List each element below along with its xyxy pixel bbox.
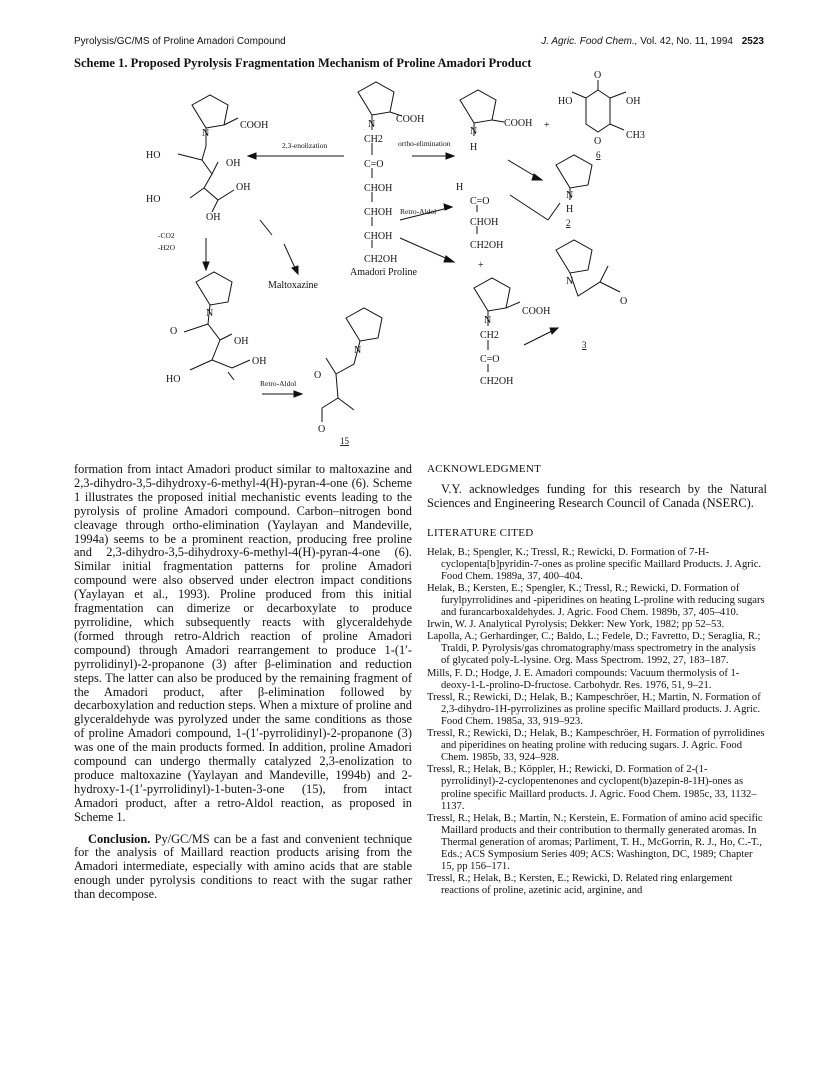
enolization-label: 2,3-enolization <box>282 141 328 150</box>
acknowledgment-heading: ACKNOWLEDGMENT <box>427 463 542 475</box>
reference-item: Mills, F. D.; Hodge, J. E. Amadori compounds: Vacuum thermolysis of 1-deoxy-1-L-prolino-D-fructose. Carbohydr. Res. 1976, 51, 9–21. <box>427 667 740 691</box>
retro-aldol-label-2: Retro-Aldol <box>260 379 297 388</box>
reference-item: Tressl, R.; Helak, B.; Martin, N.; Kerstein, E. Formation of amino acid specific Maillard products and their contribution to thermally generated aromas. In Thermal generation of aromas; Parliment, T. H., McGorrin, R. J., Ho, C.-T., Eds.; ACS Symposium Series 409; ACS: Washington, DC, 1989; Chapter 15, pp 156–171. <box>427 812 763 873</box>
left-column <box>74 463 412 902</box>
right-column <box>427 463 767 897</box>
scheme-title: Scheme 1. Proposed Pyrolysis Fragmentation Mechanism of Proline Amadori Product <box>74 56 532 70</box>
amadori-proline-label: Amadori Proline <box>350 267 417 278</box>
cooh-label-amadori: COOH <box>396 114 425 125</box>
n-label-fragment: N <box>484 315 492 326</box>
oh-label-maltox-1: OH <box>234 336 249 347</box>
reference-list <box>427 547 767 898</box>
c-eq-o-label-amadori: C=O <box>364 159 384 170</box>
minus-co2-label: -CO2 <box>158 231 175 240</box>
o-label-15a: O <box>314 370 322 381</box>
ch2oh-label-fragment: CH2OH <box>480 376 514 387</box>
n-label-15: N <box>354 345 362 356</box>
choh-label-3: CHOH <box>364 231 393 242</box>
reference-item: Tressl, R.; Helak, B.; Kersten, E.; Rewicki, D. Related ring enlargement reactions of proline, azetinic acid, arginine, and <box>427 873 733 897</box>
n-label-a: N <box>202 128 210 139</box>
o-label-15b: O <box>318 424 326 435</box>
o-label-pyranone: O <box>594 70 602 81</box>
reference-item: Lapolla, A.; Gerhardinger, C.; Baldo, L.; Fedele, D.; Favretto, D.; Seraglia, R.; Traldi, P. Pyrolysis/gas chromatography/mass spectrometry in the analysis of glycated poly-L-lysine. Org. Mass Spectrom. 1992, 27, 183–187. <box>427 631 761 667</box>
plus-sign-1: + <box>544 120 550 131</box>
header-citation <box>541 36 764 47</box>
header-title: Pyrolysis/GC/MS of Proline Amadori Compound <box>74 36 286 47</box>
choh-label-1: CHOH <box>364 183 393 194</box>
cooh-label-a: COOH <box>240 120 269 131</box>
ch2oh-label-amadori: CH2OH <box>364 254 398 265</box>
oh-label-maltox-2: OH <box>252 356 267 367</box>
ho-label-maltox: HO <box>166 374 181 385</box>
choh-label-2: CHOH <box>364 207 393 218</box>
n-label-maltox: N <box>206 308 214 319</box>
ho-label-pyranone: HO <box>558 96 573 107</box>
running-header <box>74 36 764 52</box>
scheme-diagram <box>100 70 740 450</box>
choh-label-glyceraldehyde: CHOH <box>470 217 499 228</box>
ch2-label-amadori: CH2 <box>364 134 383 145</box>
ho-label-a1: HO <box>146 150 161 161</box>
maltoxazine-label: Maltoxazine <box>268 280 318 291</box>
oh-label-a2: OH <box>236 182 251 193</box>
literature-heading: LITERATURE CITED <box>427 526 534 539</box>
reference-item: Helak, B.; Spengler, K.; Tressl, R.; Rewicki, D. Formation of 7-H-cyclopenta[b]pyridin-7-ones as proline specific Maillard Products. J. Agric. Food Chem. 1989a, 37, 400–404. <box>427 546 762 582</box>
h-label-proline: H <box>470 142 478 153</box>
h-label-2: H <box>566 204 574 215</box>
header-journal: J. Agric. Food Chem., <box>541 36 638 47</box>
header-volume: Vol. 42, No. 11, 1994 <box>640 36 733 47</box>
oh-label-a1: OH <box>226 158 241 169</box>
ortho-elimination-label: ortho-elimination <box>398 139 451 148</box>
compound-2-label: 2 <box>566 218 571 228</box>
reference-item: Tressl, R.; Rewicki, D.; Helak, B.; Kampeschröer, H.; Martin, N. Formation of 2,3-dihydro-1H-pyrrolizines as proline specific Maillard products. J. Agric. Food Chem. 1985a, 33, 919–923. <box>427 691 761 727</box>
left-paragraph: formation from intact Amadori product similar to maltoxazine and 2,3-dihydro-3,5-dihydroxy-6-methyl-4(H)-pyran-4-one (6). Scheme 1 illustrates the proposed initial mechanistic events leading to the pyrolysis of proline Amadori compound. Carbon–nitrogen bond cleavage through ortho-elimination (Yaylayan and Mandeville, 1994a) seems to be a prominent reaction, producing free proline and 2,3-dihydro-3,5-dihydroxy-6-methyl-4(H)-pyran-4-one (6). Similar initial fragmentation patterns for proline Amadori compound were also observed under electron impact conditions (Yaylayan et al., 1993). Proline produced from this initial fragmentation can dimerize or decarboxylate to produce pyrrolidine, which subsequently reacts with glyceraldehyde (formed through retro-Aldrich reaction of proline Amadori compound) through Amadori rearrangement to produce 1-(1′-pyrrolidinyl)-2-propanone (3) after β-elimination and reduction steps. The latter can also be produced by the remaining fragment of the Amadori product, after β-elimination followed by decarboxylation and reduction steps. When a mixture of proline and glyceraldehyde was pyrolyzed under the same conditions as those of proline Amadori compound, 1-(1′-pyrrolidinyl)-2-propanone (3) was one of the main products formed. In addition, proline Amadori compound can undergo thermally catalyzed 2,3-enolization to produce maltoxazine (Yaylayan and Mandeville, 1994b) and 2-hydroxy-1-(1′-pyrrolidinyl)-1-buten-3-one (15), from intact Amadori product, after a retro-Aldol reaction, as proposed in Scheme 1. <box>74 462 412 824</box>
reference-item: Tressl, R.; Rewicki, D.; Helak, B.; Kampeschröer, H. Formation of pyrrolidines and piperidines on heating proline with reducing sugars. J. Agric. Food Chem. 1985b, 33, 924–928. <box>427 728 765 764</box>
o-ring-label-pyranone: O <box>594 136 602 147</box>
cooh-label-proline: COOH <box>504 118 533 129</box>
o-label-maltox: O <box>170 326 178 337</box>
reference-item: Irwin, W. J. Analytical Pyrolysis; Dekker: New York, 1982; pp 52–53. <box>427 619 725 631</box>
n-label-proline: N <box>470 126 478 137</box>
ch3-label-pyranone: CH3 <box>626 130 645 141</box>
compound-15-label: 15 <box>340 436 349 446</box>
reference-item: Tressl, R.; Helak, B.; Köppler, H.; Rewicki, D. Formation of 2-(1-pyrrolidinyl)-2-cyclopentenones and cyclopent(b)azepin-8-1H)-ones as proline specific Maillard products. J. Agric. Food Chem. 1985c, 33, 1132–1137. <box>427 764 757 812</box>
cooh-label-fragment: COOH <box>522 306 551 317</box>
compound-6-label: 6 <box>596 150 601 160</box>
c-eq-o-label-glyceraldehyde: C=O <box>470 196 490 207</box>
c-eq-o-label-fragment: C=O <box>480 354 500 365</box>
conclusion-text: Py/GC/MS can be a fast and convenient technique for the analysis of Maillard reaction products arising from the Amadori intermediate, especially with amino acids that are stable enough under pyrolysis conditions to react with the sugar rather than decompose. <box>74 831 412 902</box>
ch2-label-fragment: CH2 <box>480 330 499 341</box>
o-label-3: O <box>620 296 628 307</box>
compound-3-label: 3 <box>582 340 587 350</box>
reaction-scheme-svg <box>100 70 740 450</box>
n-label-3: N <box>566 276 574 287</box>
header-page-number: 2523 <box>741 36 764 47</box>
n-label-amadori: N <box>368 119 376 130</box>
plus-sign-2: + <box>478 260 484 271</box>
ho-label-a2: HO <box>146 194 161 205</box>
oh-label-pyranone: OH <box>626 96 641 107</box>
ch2oh-label-glyceraldehyde: CH2OH <box>470 240 504 251</box>
acknowledgment-text: V.Y. acknowledges funding for this research by the Natural Sciences and Engineering Research Council of Canada (NSERC). <box>427 481 767 510</box>
oh-label-a3: OH <box>206 212 221 223</box>
conclusion-paragraph <box>74 833 412 903</box>
conclusion-heading: Conclusion. <box>88 831 151 846</box>
reference-item: Helak, B.; Kersten, E.; Spengler, K.; Tressl, R.; Rewicki, D. Formation of furylpyrrolidines and -piperidines on heating L-proline with reducing sugars and furancarboxaldehydes. J. Agric. Food Chem. 1989b, 37, 405–410. <box>427 582 765 619</box>
minus-h2o-label: -H2O <box>158 243 176 252</box>
h-label-glyceraldehyde: H <box>456 182 464 193</box>
retro-aldol-label-1: Retro-Aldol <box>400 207 437 216</box>
n-label-2: N <box>566 190 574 201</box>
